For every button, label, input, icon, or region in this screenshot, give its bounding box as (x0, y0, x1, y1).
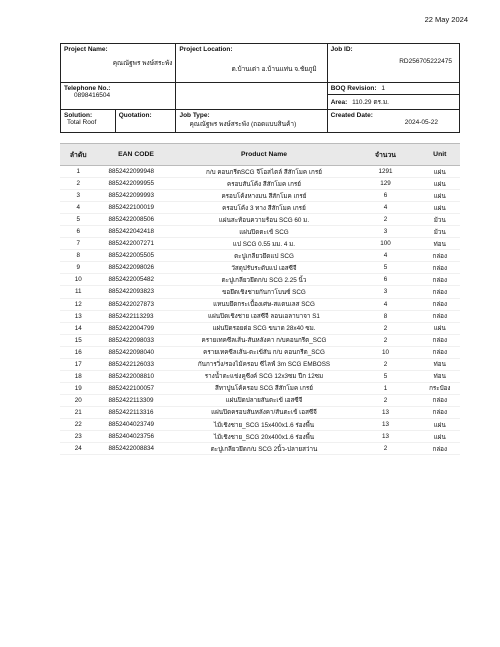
unit: ท่อน (420, 358, 460, 370)
table-row (60, 418, 460, 430)
ean-code: 8852422098026 (97, 262, 177, 274)
table-row (60, 190, 460, 202)
area (328, 94, 459, 109)
quotation-label: Quotation: (118, 112, 152, 119)
table-row (60, 443, 460, 455)
job-type-value: คุณณัฐพร พงษ์สระพัง (ถอดแบบสินค้า) (189, 121, 297, 128)
product-name: วัสดุปรับระดับแป เอสซีจี (177, 262, 352, 274)
table-row (60, 431, 460, 443)
unit: กล่อง (420, 334, 460, 346)
boq-items-table (60, 143, 460, 455)
unit: ม้วน (420, 214, 460, 226)
table-row (60, 178, 460, 190)
product-name: แผ่นปิดตะเข้ SCG (177, 226, 352, 238)
row-number: 12 (60, 298, 97, 310)
quantity: 3 (351, 226, 419, 238)
table-row (60, 406, 460, 418)
boq-area-cell (328, 83, 459, 109)
ean-code: 8852422099955 (97, 178, 177, 190)
product-name: ไม้เชิงชาย_SCG 15x400x1.6 ร่องพื้น (177, 418, 352, 430)
table-row (60, 370, 460, 382)
project-location-cell (176, 44, 327, 82)
quantity: 3 (351, 286, 419, 298)
quantity: 4 (351, 250, 419, 262)
ean-code: 8852422100019 (97, 202, 177, 214)
product-name: ขอยึดเชิงชายกันกาโบนซ์ SCG (177, 286, 352, 298)
unit: กล่อง (420, 310, 460, 322)
table-row (60, 274, 460, 286)
area-value: 110.29 ตร.ม. (352, 99, 389, 106)
unit: กล่อง (420, 346, 460, 358)
product-name: ครอบสันโค้ง สีสักโมค เกรย์ (177, 178, 352, 190)
row-number: 23 (60, 431, 97, 443)
row-number: 1 (60, 166, 97, 178)
ean-code: 8852422098040 (97, 346, 177, 358)
quantity: 6 (351, 190, 419, 202)
row-number: 10 (60, 274, 97, 286)
unit: ม้วน (420, 226, 460, 238)
ean-code: 8852422005505 (97, 250, 177, 262)
quantity: 4 (351, 202, 419, 214)
quantity: 13 (351, 406, 419, 418)
project-name-label: Project Name: (64, 46, 108, 53)
quantity: 13 (351, 431, 419, 443)
unit: แผ่น (420, 190, 460, 202)
quantity: 5 (351, 370, 419, 382)
row-number: 9 (60, 262, 97, 274)
table-row (60, 298, 460, 310)
quantity: 8 (351, 310, 419, 322)
ean-code: 8852422113309 (97, 394, 177, 406)
product-name: ตะปูเกลียวยึดก/บ SCG 2.25 นิ้ว (177, 274, 352, 286)
table-body (60, 166, 460, 455)
product-name: สีทาปูนโค้ครอบ SCG สีสักโมค เกรย์ (177, 382, 352, 394)
column-header-unit: Unit (420, 144, 460, 166)
unit: แผ่น (420, 178, 460, 190)
created-date-label: Created Date: (330, 112, 373, 119)
unit: กล่อง (420, 250, 460, 262)
row-number: 6 (60, 226, 97, 238)
unit: ท่อน (420, 370, 460, 382)
row-number: 19 (60, 382, 97, 394)
job-id-label: Job ID: (330, 46, 353, 53)
row-number: 13 (60, 310, 97, 322)
table-row (60, 334, 460, 346)
table-row (60, 166, 460, 178)
table-row (60, 394, 460, 406)
project-location-value: ต.บ้านเต่า อ.บ้านแท่น จ.ชัยภูมิ (231, 66, 317, 73)
row-number: 2 (60, 178, 97, 190)
quantity: 2 (351, 322, 419, 334)
quantity: 2 (351, 443, 419, 455)
unit: กล่อง (420, 298, 460, 310)
row-number: 8 (60, 250, 97, 262)
row-number: 3 (60, 190, 97, 202)
product-name: ตะปูเกลียวยึดแป SCG (177, 250, 352, 262)
quantity: 2 (351, 214, 419, 226)
product-name: ครายเทคซีลเส้น-สันหลังคา ก/บคอนกรีต_SCG (177, 334, 352, 346)
project-header (60, 43, 460, 133)
unit: แผ่น (420, 166, 460, 178)
solution-label: Solution: (64, 112, 93, 119)
row-number: 15 (60, 334, 97, 346)
unit: กล่อง (420, 262, 460, 274)
ean-code: 8852422005482 (97, 274, 177, 286)
job-id-cell (328, 44, 459, 82)
quantity: 2 (351, 334, 419, 346)
boq-revision-value: 1 (381, 85, 385, 92)
table-row (60, 262, 460, 274)
quantity: 5 (351, 262, 419, 274)
quantity: 100 (351, 238, 419, 250)
unit: กล่อง (420, 406, 460, 418)
product-name: แผ่นปิดเชิงชาย เอสซีจี ลอนเอลาบาจา S1 (177, 310, 352, 322)
project-name-cell (61, 44, 176, 82)
ean-code: 8852422126033 (97, 358, 177, 370)
ean-code: 8852422113293 (97, 310, 177, 322)
ean-code: 8852422027873 (97, 298, 177, 310)
table-row (60, 322, 460, 334)
ean-code: 8852422008834 (97, 443, 177, 455)
ean-code: 8852404023756 (97, 431, 177, 443)
table-row (60, 226, 460, 238)
ean-code: 8852422008506 (97, 214, 177, 226)
unit: กล่อง (420, 443, 460, 455)
quantity: 1 (351, 382, 419, 394)
unit: แผ่น (420, 431, 460, 443)
telephone-value: 0898416504 (74, 92, 111, 99)
print-date: 22 May 2024 (424, 15, 468, 24)
product-name: แหนบยึดกระเบื้องเศษ-สแตนเลส SCG (177, 298, 352, 310)
unit: กล่อง (420, 274, 460, 286)
unit: กระป๋อง (420, 382, 460, 394)
table-row (60, 238, 460, 250)
row-number: 4 (60, 202, 97, 214)
product-name: ครอบโค้งหางมน สีสักโมค เกรย์ (177, 190, 352, 202)
ean-code: 8852422099948 (97, 166, 177, 178)
ean-code: 8852422100057 (97, 382, 177, 394)
product-name: แป SCG 0.55 มม. 4 ม. (177, 238, 352, 250)
table-row (60, 202, 460, 214)
ean-code: 8852422007271 (97, 238, 177, 250)
table-row (60, 382, 460, 394)
row-number: 22 (60, 418, 97, 430)
product-name: รางน้ำตะแข่งคูซีงค์ SCG 12x3ซม ปีก 12ซม (177, 370, 352, 382)
ean-code: 8852422099993 (97, 190, 177, 202)
quantity: 6 (351, 274, 419, 286)
quantity: 1291 (351, 166, 419, 178)
table-row (60, 286, 460, 298)
table-row (60, 346, 460, 358)
product-name: แผ่นปิดครอบสันหลังคา/สันตะเข้ เอสซีจี (177, 406, 352, 418)
quotation-cell (116, 110, 177, 132)
quantity: 13 (351, 418, 419, 430)
unit: แผ่น (420, 202, 460, 214)
row-number: 11 (60, 286, 97, 298)
product-name: ครายเทคซีลเส้น-ตะเข้สัน ก/บ คอนกรีต_SCG (177, 346, 352, 358)
row-number: 17 (60, 358, 97, 370)
created-date-cell (328, 110, 459, 132)
created-date-value: 2024-05-22 (404, 119, 438, 126)
row-number: 20 (60, 394, 97, 406)
row-number: 5 (60, 214, 97, 226)
quantity: 4 (351, 298, 419, 310)
ean-code: 8852422008810 (97, 370, 177, 382)
row-number: 24 (60, 443, 97, 455)
quantity: 2 (351, 358, 419, 370)
ean-code: 8852404023749 (97, 418, 177, 430)
boq-revision-label: BOQ Revision: (330, 85, 377, 92)
table-row (60, 310, 460, 322)
telephone-cell (61, 83, 176, 109)
column-header-product: Product Name (177, 144, 352, 166)
product-name: ไม้เชิงชาย_SCG 20x400x1.6 ร่องพื้น (177, 431, 352, 443)
unit: แผ่น (420, 418, 460, 430)
row-number: 18 (60, 370, 97, 382)
table-row (60, 250, 460, 262)
project-location-label: Project Location: (179, 46, 233, 53)
table-row (60, 358, 460, 370)
product-name: ครอบโค้ง 3 ทาง สีสักโมค เกรย์ (177, 202, 352, 214)
ean-code: 8852422004799 (97, 322, 177, 334)
unit: ท่อน (420, 238, 460, 250)
product-name: กันการวิ่ง/รองไม้ครอบ ซีไลฟ์ 3m SCG EMBOSS (177, 358, 352, 370)
row-number: 16 (60, 346, 97, 358)
ean-code: 8852422113316 (97, 406, 177, 418)
product-name: แผ่นปิดรอยต่อ SCG ขนาด 28x40 ซม. (177, 322, 352, 334)
product-name: แผ่นปิดปลายสันตะเข้ เอสซีจี (177, 394, 352, 406)
unit: แผ่น (420, 322, 460, 334)
solution-cell (61, 110, 116, 132)
ean-code: 8852422093823 (97, 286, 177, 298)
unit: กล่อง (420, 394, 460, 406)
table-header-row (60, 144, 460, 166)
row-number: 7 (60, 238, 97, 250)
unit: กล่อง (420, 286, 460, 298)
product-name: แผ่นสะท้อนความร้อน SCG 60 ม. (177, 214, 352, 226)
row-number: 14 (60, 322, 97, 334)
location-continuation (176, 83, 327, 109)
quantity: 10 (351, 346, 419, 358)
quantity: 129 (351, 178, 419, 190)
area-label: Area: (330, 99, 348, 106)
column-header-no: ลำดับ (60, 144, 97, 166)
job-id-value: RD256705222475 (399, 58, 452, 65)
boq-revision (328, 83, 459, 94)
job-type-label: Job Type: (179, 112, 210, 119)
product-name: ก/บ คอนกรีตSCG จีโอสไตล์ สีสักโมค เกรย์ (177, 166, 352, 178)
telephone-label: Telephone No.: (64, 85, 111, 92)
row-number: 21 (60, 406, 97, 418)
column-header-qty: จำนวน (351, 144, 419, 166)
product-name: ตะปูเกลียวยึดก/บ SCG 2นิ้ว-ปลายสว่าน (177, 443, 352, 455)
project-name-value: คุณณัฐพร พงษ์สระพัง (112, 60, 173, 67)
ean-code: 8852422042418 (97, 226, 177, 238)
ean-code: 8852422098033 (97, 334, 177, 346)
table-row (60, 214, 460, 226)
quantity: 2 (351, 394, 419, 406)
solution-value: Total Roof (67, 119, 97, 126)
column-header-ean: EAN CODE (97, 144, 177, 166)
job-type-cell (176, 110, 327, 132)
